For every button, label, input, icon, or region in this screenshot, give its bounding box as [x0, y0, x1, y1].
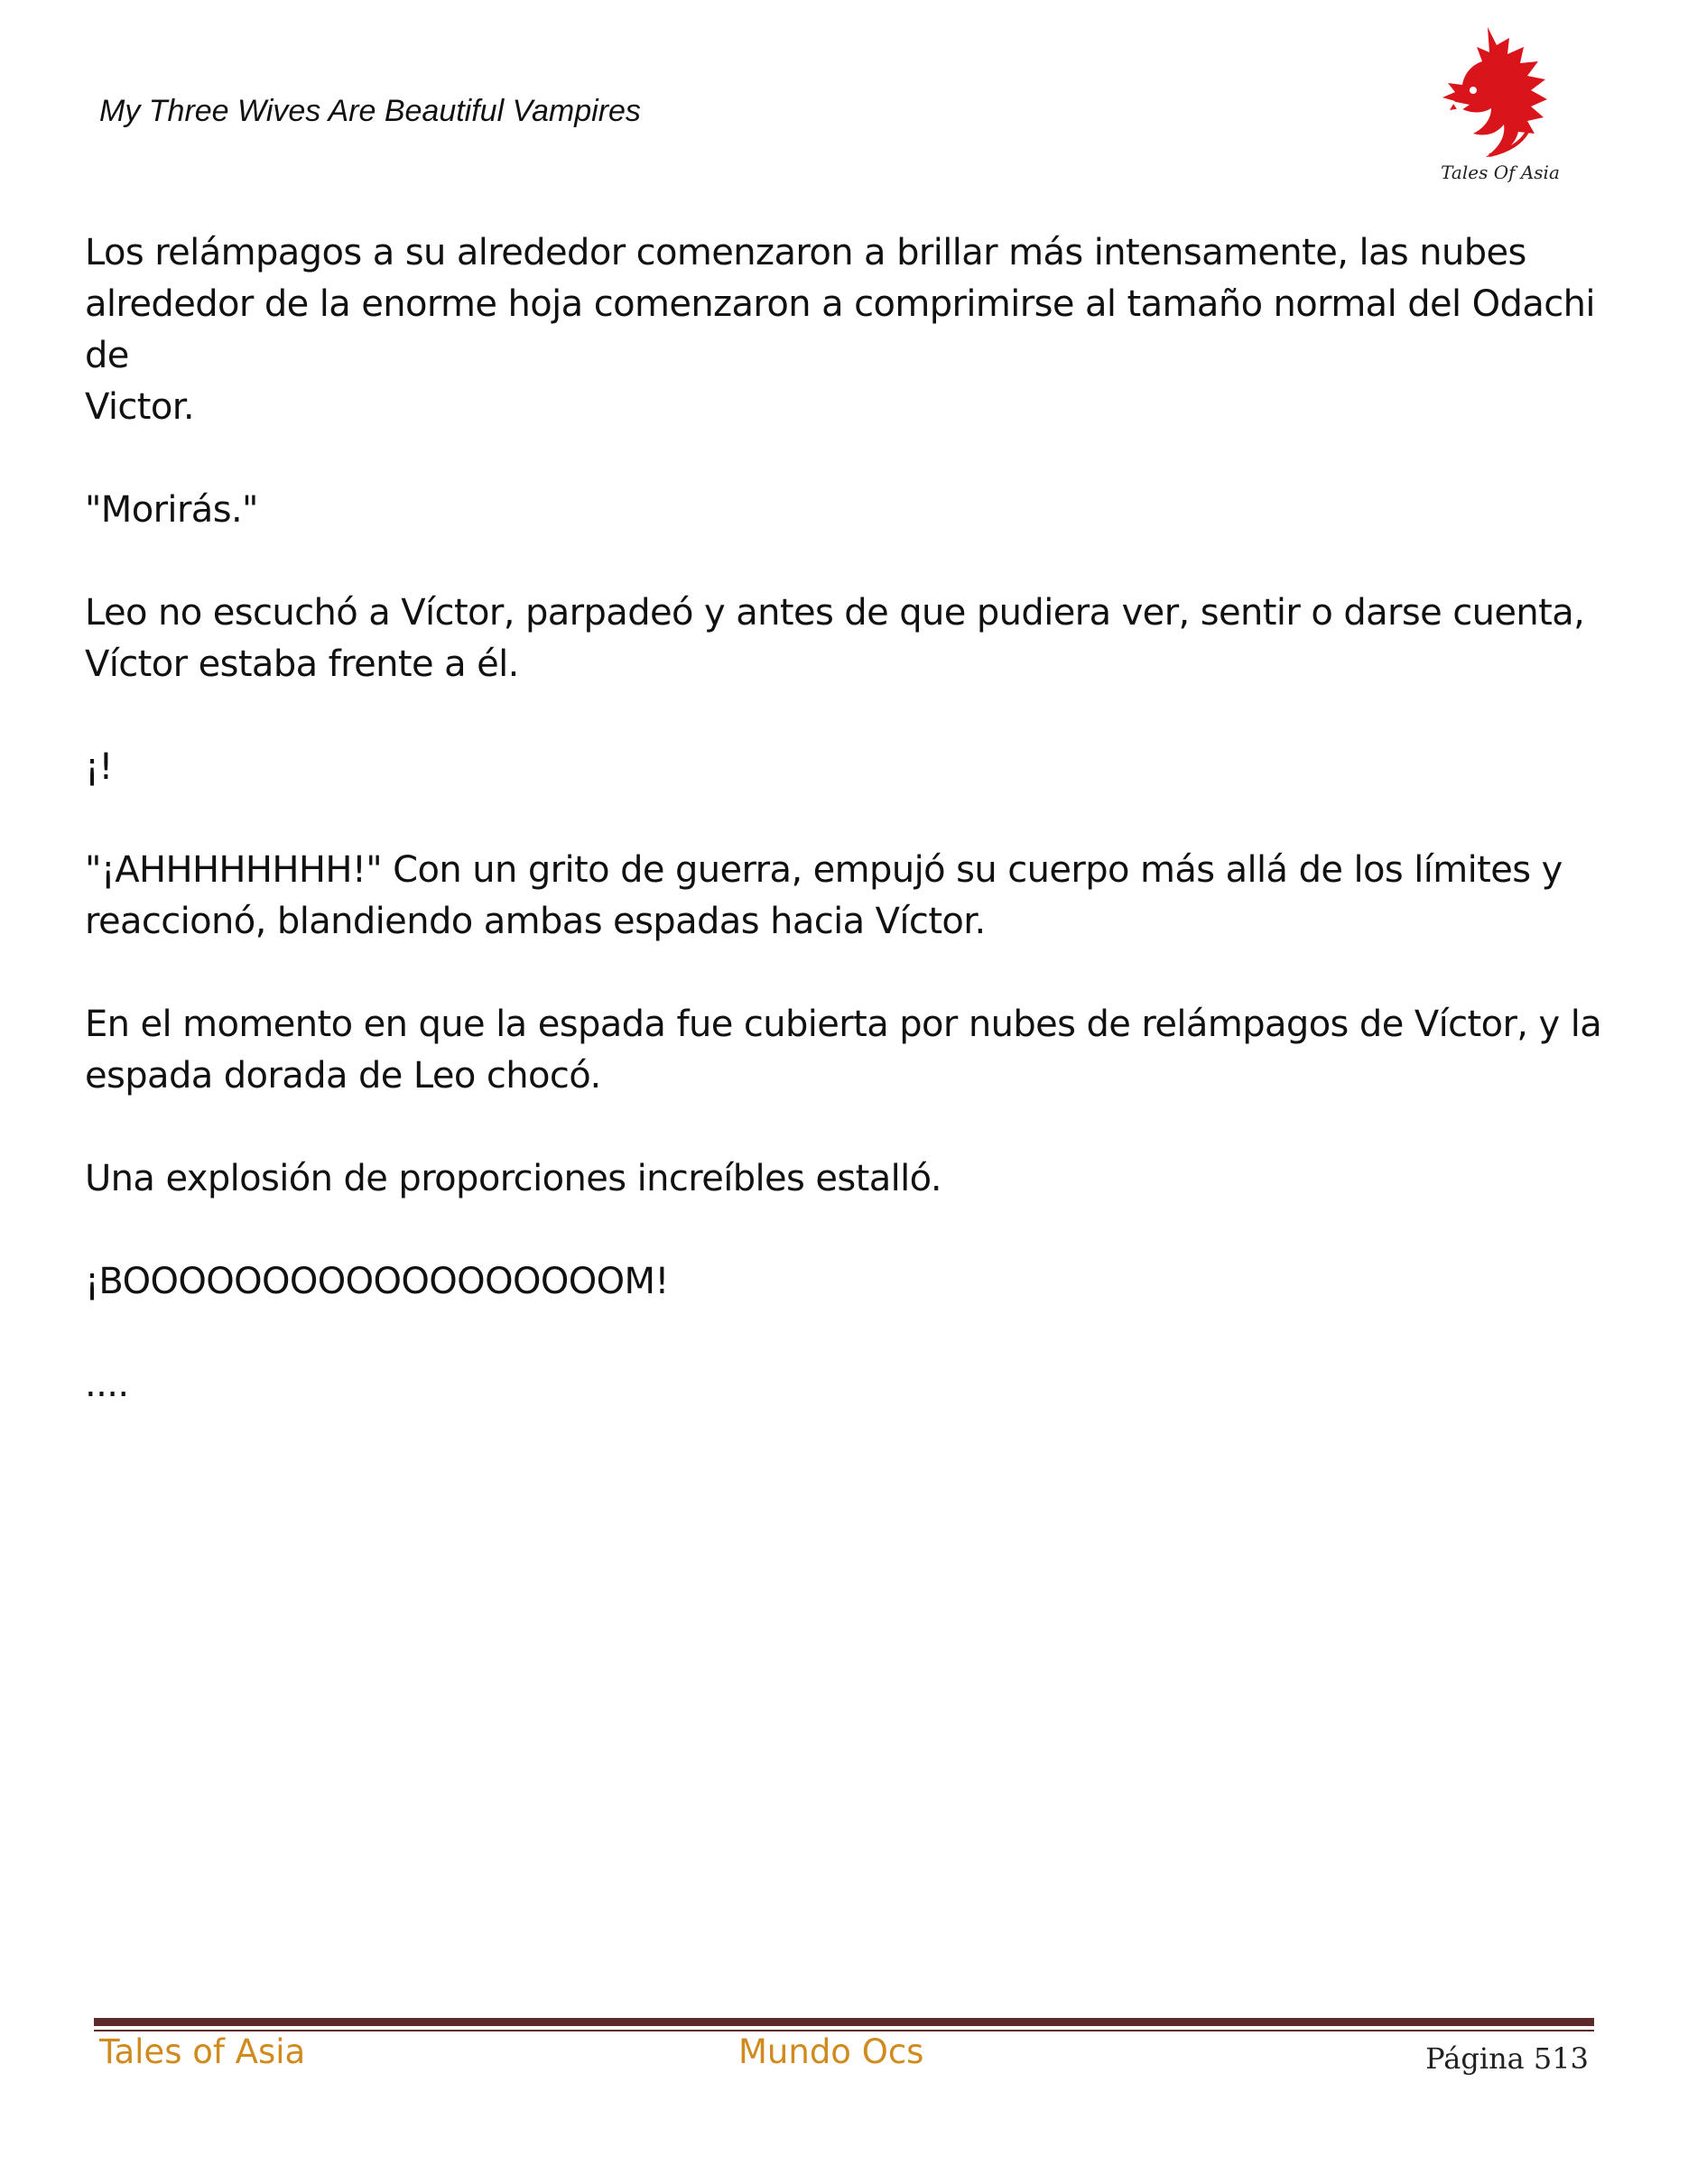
paragraph: ¡BOOOOOOOOOOOOOOOOOOM!: [85, 1261, 669, 1302]
footer-publisher: Tales of Asia: [99, 2032, 306, 2071]
paragraph: ¡!: [85, 746, 113, 788]
footer-rule-thin: [94, 2030, 1594, 2031]
chapter-body: [85, 227, 1619, 1462]
paragraph: "¡AHHHHHHHH!" Con un grito de guerra, empujó su cuerpo más allá de los límites y reaccionó, blandiendo ambas espadas hacia Víctor.: [85, 849, 1563, 942]
header-title: My Three Wives Are Beautiful Vampires: [99, 94, 641, 128]
paragraph: Una explosión de proporciones increíbles estalló.: [85, 1158, 941, 1199]
paragraph: En el momento en que la espada fue cubierta por nubes de relámpagos de Víctor, y la espada dorada de Leo chocó.: [85, 1004, 1602, 1097]
page-number: Página 513: [1425, 2041, 1589, 2076]
footer-rule: [94, 2018, 1594, 2026]
logo-text: Tales Of Asia: [1441, 162, 1560, 183]
paragraph: Los relámpagos a su alrededor comenzaron a brillar más intensamente, las nubes alrededor de la enorme hoja comenzaron a comprimirse al tamaño normal del Odachi de Victor.: [85, 232, 1595, 428]
dragon-logo-icon: [1433, 20, 1567, 184]
tales-of-asia-logo: [1433, 20, 1567, 184]
paragraph: ....: [85, 1364, 129, 1405]
footer-section: Mundo Ocs: [738, 2032, 924, 2071]
paragraph: "Morirás.": [85, 489, 258, 531]
paragraph: Leo no escuchó a Víctor, parpadeó y antes de que pudiera ver, sentir o darse cuenta, Víctor estaba frente a él.: [85, 592, 1585, 685]
